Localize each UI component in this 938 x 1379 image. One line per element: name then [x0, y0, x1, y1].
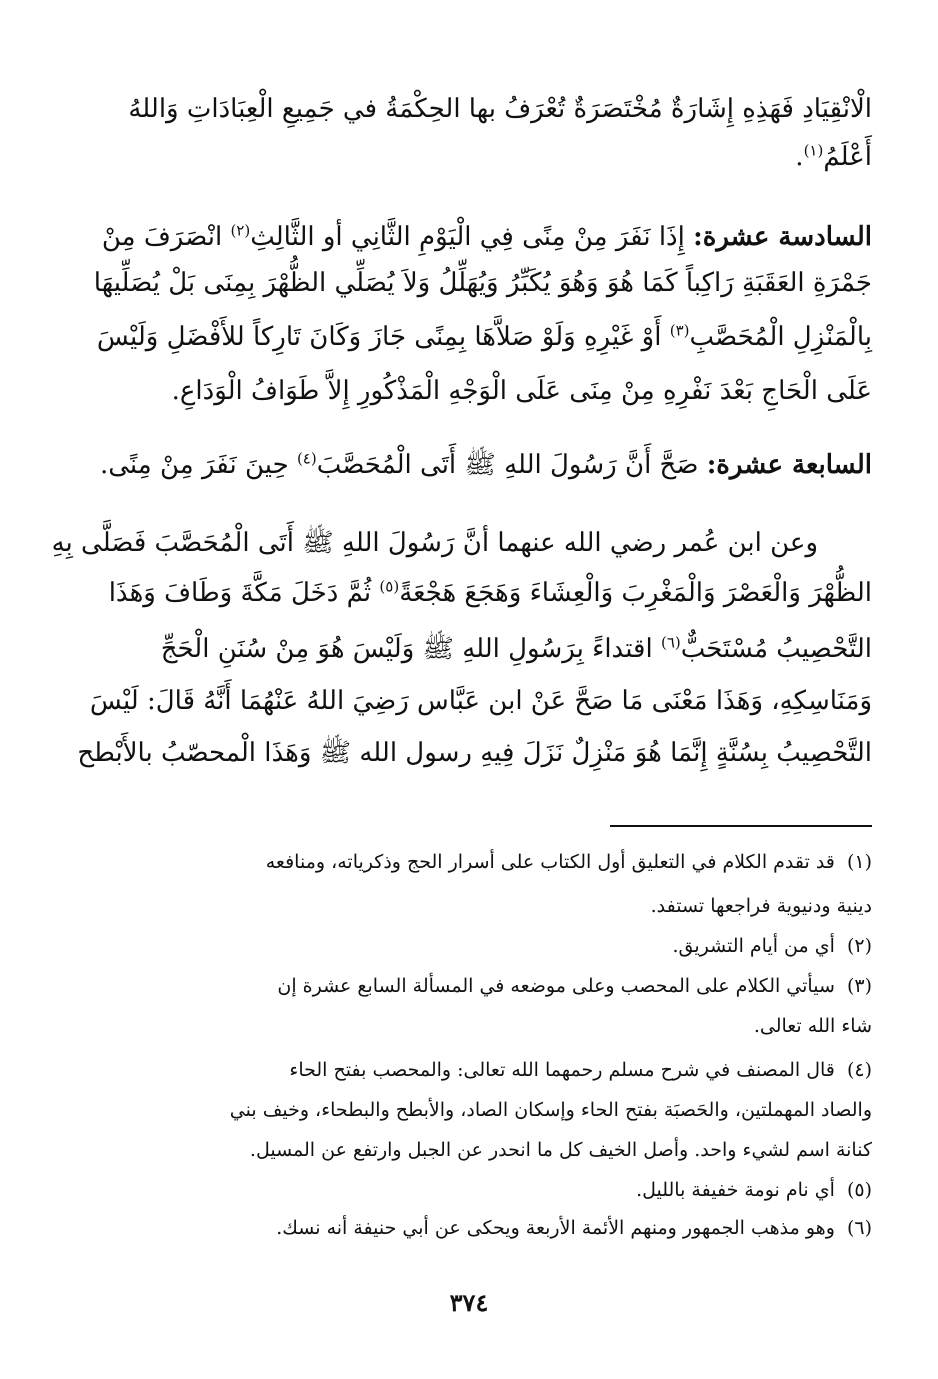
section-heading: السابعة عشرة: — [706, 450, 872, 480]
text: الْانْقِيَادِ فَهَذِهِ إِشَارَةٌ مُخْتَصَرَةٌ تُعْرَفُ بها الحِكْمَةُ في جَمِيعِ الْعِبَادَاتِ وَاللهُ — [128, 94, 872, 124]
footnote-mark: (١) — [803, 141, 824, 160]
text: عَلَى الْحَاجِ بَعْدَ نَفْرِهِ مِنْ مِنَى عَلَى الْوَجْهِ الْمَذْكُورِ إِلاَّ طَوَافُ الْوَدَاعِ. — [171, 376, 872, 406]
footnote-4 — [289, 1056, 872, 1084]
text: إِذَا نَفَرَ مِنْ مِنًى فِي الْيَوْمِ الثَّانِي أو الثَّالِثِ — [250, 222, 685, 252]
footnote-number: (٢) — [846, 935, 872, 957]
footnote-mark: (٤) — [296, 449, 317, 468]
footnote-1-cont — [651, 892, 872, 920]
body-line-2: أَعْلَمُ$^{(١)}$. — [795, 141, 872, 172]
page-number: ٣٧٤ — [449, 1288, 489, 1317]
body-line-7 — [100, 448, 872, 482]
text: وَمَنَاسِكِهِ، وَهَذَا مَعْنَى مَا صَحَّ عَنْ ابن عَبَّاس رَضِيَ اللهُ عَنْهُمَا أَنَّهُ قَالَ: لَيْسَ — [89, 686, 872, 716]
footnote-1 — [266, 848, 872, 876]
body-line-1 — [128, 92, 872, 126]
text: التَّحْصِيبُ مُسْتَحَبٌّ — [680, 634, 872, 664]
footnote-text: أي نام نومة خفيفة بالليل. — [636, 1179, 835, 1201]
body-line-12 — [77, 736, 872, 770]
footnote-4-cont-1 — [230, 1096, 872, 1124]
footnote-number: (٤) — [846, 1059, 872, 1081]
footnote-text: قد تقدم الكلام في التعليق أول الكتاب على أسرار الحج وذكرياته، ومنافعه — [265, 851, 835, 873]
text: التَّحْصِيبُ بِسُنَّةٍ إِنَّمَا هُوَ مَنْزِلٌ نَزَلَ فِيهِ رسول الله ﷺ وَهَذَا الْمحصّبُ بالأَبْطح — [77, 738, 872, 768]
footnote-text: وهو مذهب الجمهور ومنهم الأئمة الأربعة ويحكى عن أبي حنيفة أنه نسك. — [276, 1217, 835, 1239]
footnote-text: سيأتي الكلام على المحصب وعلى موضعه في المسألة السابع عشرة إن — [277, 975, 835, 997]
text: الظُّهْرَ وَالْعَصْرَ وَالْمَغْرِبَ وَالْعِشَاءَ وَهَجَعَ هَجْعَةً — [399, 578, 872, 608]
footnote-5 — [636, 1176, 872, 1204]
body-line-6 — [172, 374, 872, 408]
footnote-mark: (٢) — [230, 221, 251, 240]
text: أَعْلَمُ — [823, 142, 872, 172]
section-heading: السادسة عشرة: — [693, 222, 872, 252]
body-line-9 — [109, 576, 872, 610]
body-line-10 — [161, 632, 872, 666]
footnote-number: (٣) — [846, 975, 872, 997]
footnote-text: والصاد المهملتين، والحَصبَة بفتح الحاء وإسكان الصاد، والأبطح والبطحاء، وخيف بني — [229, 1099, 872, 1121]
footnote-text: شاء الله تعالى. — [753, 1015, 872, 1037]
text: انْصَرَفَ مِنْ — [101, 222, 223, 252]
body-line-11 — [90, 684, 872, 718]
footnote-number: (٥) — [846, 1179, 872, 1201]
text: بِالْمَنْزِلِ الْمُحَصَّبِ — [689, 322, 872, 352]
body-line-5 — [97, 320, 872, 354]
text: أَوْ غَيْرِهِ وَلَوْ صَلاَّهَا بِمِنًى جَازَ وَكَانَ تَارِكاً للأَفْضَلِ وَلَيْسَ — [96, 322, 662, 352]
text: ثُمَّ دَخَلَ مَكَّةَ وَطَافَ وَهَذَا — [108, 578, 372, 608]
text: صَحَّ أَنَّ رَسُولَ اللهِ ﷺ أَتَى الْمُحَصَّبَ — [316, 450, 699, 480]
text: حِينَ نَفَرَ مِنْ مِنًى. — [100, 450, 289, 480]
footnote-4-cont-2 — [250, 1136, 872, 1164]
text: وعن ابن عُمر رضي الله عنهما أنَّ رَسُولَ اللهِ ﷺ أَتَى الْمُحَصَّبَ فَصَلَّى بِهِ — [51, 528, 818, 558]
footnote-separator — [610, 825, 872, 827]
footnote-3-cont — [754, 1012, 872, 1040]
body-line-3 — [102, 220, 872, 254]
footnote-3 — [277, 972, 872, 1000]
footnote-text: دينية ودنيوية فراجعها تستفد. — [650, 895, 872, 917]
footnote-2 — [672, 932, 872, 960]
footnote-mark: (٦) — [660, 633, 681, 652]
text: اقتداءً بِرَسُولِ اللهِ ﷺ وَلَيْسَ هُوَ مِنْ سُنَنِ الْحَجِّ — [160, 634, 653, 664]
footnote-number: (٦) — [846, 1217, 872, 1239]
footnote-mark: (٥) — [379, 577, 400, 596]
footnote-number: (١) — [846, 851, 872, 873]
footnote-text: قال المصنف في شرح مسلم رحمهما الله تعالى: والمحصب بفتح الحاء — [289, 1059, 835, 1081]
text: جَمْرَةِ العَقَبَةِ رَاكِباً كَمَا هُوَ وَهُوَ يُكَبِّرُ وَيُهَلِّلُ وَلاَ يُصَلِّي الظُّهْرَ بِمِنَى بَلْ يُصَلِّيهَا — [93, 268, 872, 298]
footnote-6 — [276, 1214, 872, 1242]
body-line-4 — [94, 266, 872, 300]
body-line-8 — [52, 526, 818, 560]
footnote-mark: (٣) — [669, 321, 690, 340]
footnote-text: كنانة اسم لشيء واحد. وأصل الخيف كل ما انحدر عن الجبل وارتفع عن المسيل. — [249, 1139, 872, 1161]
footnote-text: أي من أيام التشريق. — [672, 935, 835, 957]
